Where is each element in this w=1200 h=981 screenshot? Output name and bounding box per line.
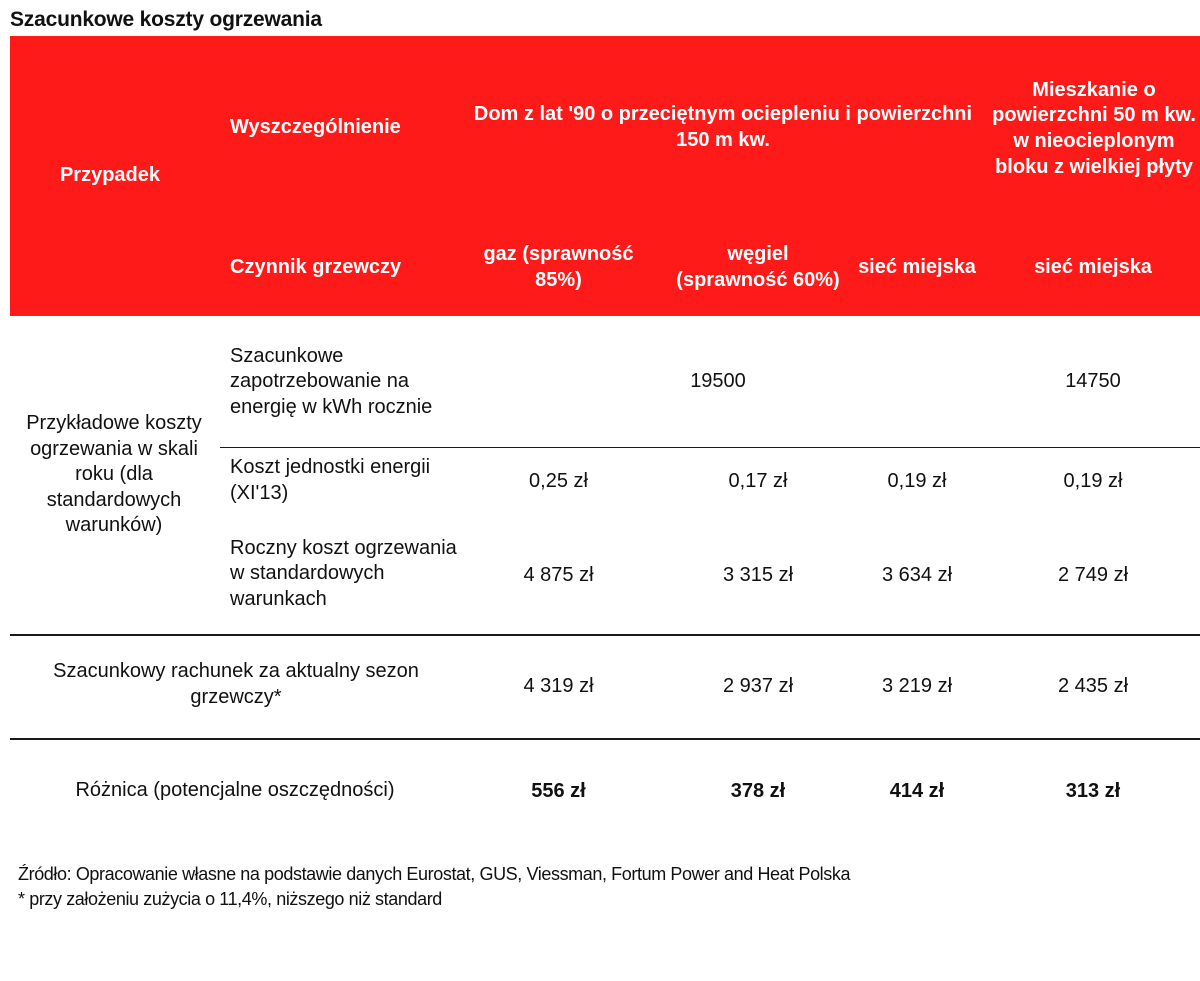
row-rachunek-label: Szacunkowy rachunek za aktualny sezon grzewczy* — [53, 660, 419, 708]
row-roczny-koszt-siec-dom: 3 634 zł — [881, 564, 953, 587]
row-roznica-wegiel: 378 zł — [730, 780, 786, 803]
header-wegiel: węgiel (sprawność 60%) — [676, 243, 840, 291]
row-rachunek-siec-mieszkanie: 2 435 zł — [1057, 675, 1129, 698]
row-zapotrzebowanie-mieszkanie: 14750 — [1065, 370, 1121, 393]
row-roznica-siec-dom: 414 zł — [889, 780, 945, 803]
row-roznica-siec-mieszkanie: 313 zł — [1065, 780, 1121, 803]
row-rachunek-wegiel: 2 937 zł — [722, 675, 794, 698]
row-koszt-jednostki-wegiel: 0,17 zł — [728, 470, 788, 493]
row-zapotrzebowanie-label: Szacunkowe zapotrzebowanie na energię w kWh rocznie — [230, 344, 433, 418]
row-roczny-koszt-gaz: 4 875 zł — [523, 564, 594, 587]
section-divider — [10, 738, 1200, 740]
row-divider — [220, 447, 1200, 448]
group-label: Przykładowe koszty ogrzewania w skali roku (dla standardowych warunków) — [26, 412, 202, 537]
row-koszt-jednostki-siec-dom: 0,19 zł — [887, 470, 947, 493]
row-roczny-koszt-wegiel: 3 315 zł — [722, 564, 794, 587]
table-title: Szacunkowe koszty ogrzewania — [10, 8, 322, 31]
row-koszt-jednostki-gaz: 0,25 zł — [529, 470, 588, 493]
header-przypadek: Przypadek — [59, 164, 161, 187]
source-note: Źródło: Opracowanie własne na podstawie danych Eurostat, GUS, Viessman, Fortum Power and Heat Polska — [18, 864, 851, 884]
section-divider — [10, 634, 1200, 636]
row-koszt-jednostki-siec-mieszkanie: 0,19 zł — [1063, 470, 1123, 493]
header-dom: Dom z lat '90 o przeciętnym ociepleniu i powierzchni 150 m kw. — [473, 103, 973, 151]
row-roczny-koszt-siec-mieszkanie: 2 749 zł — [1057, 564, 1129, 587]
header-siec-dom: sieć miejska — [858, 256, 976, 279]
header-siec-mieszkanie: sieć miejska — [1034, 256, 1152, 279]
row-rachunek-siec-dom: 3 219 zł — [881, 675, 953, 698]
row-koszt-jednostki-label: Koszt jednostki energii (XI'13) — [230, 456, 431, 504]
header-wyszczegolnienie: Wyszczególnienie — [230, 116, 401, 139]
row-zapotrzebowanie-dom: 19500 — [690, 370, 746, 393]
footnote-assumption: * przy założeniu zużycia o 11,4%, niższego niż standard — [18, 889, 442, 909]
row-rachunek-gaz: 4 319 zł — [523, 675, 594, 698]
row-roczny-koszt-label: Roczny koszt ogrzewania w standardowych warunkach — [230, 536, 457, 610]
header-gaz: gaz (sprawność 85%) — [483, 243, 634, 291]
row-roznica-label: Różnica (potencjalne oszczędności) — [75, 779, 395, 802]
row-roznica-gaz: 556 zł — [531, 780, 586, 803]
header-mieszkanie: Mieszkanie o powierzchni 50 m kw. w nieocieplonym bloku z wielkiej płyty — [992, 78, 1196, 178]
header-czynnik: Czynnik grzewczy — [230, 256, 402, 279]
